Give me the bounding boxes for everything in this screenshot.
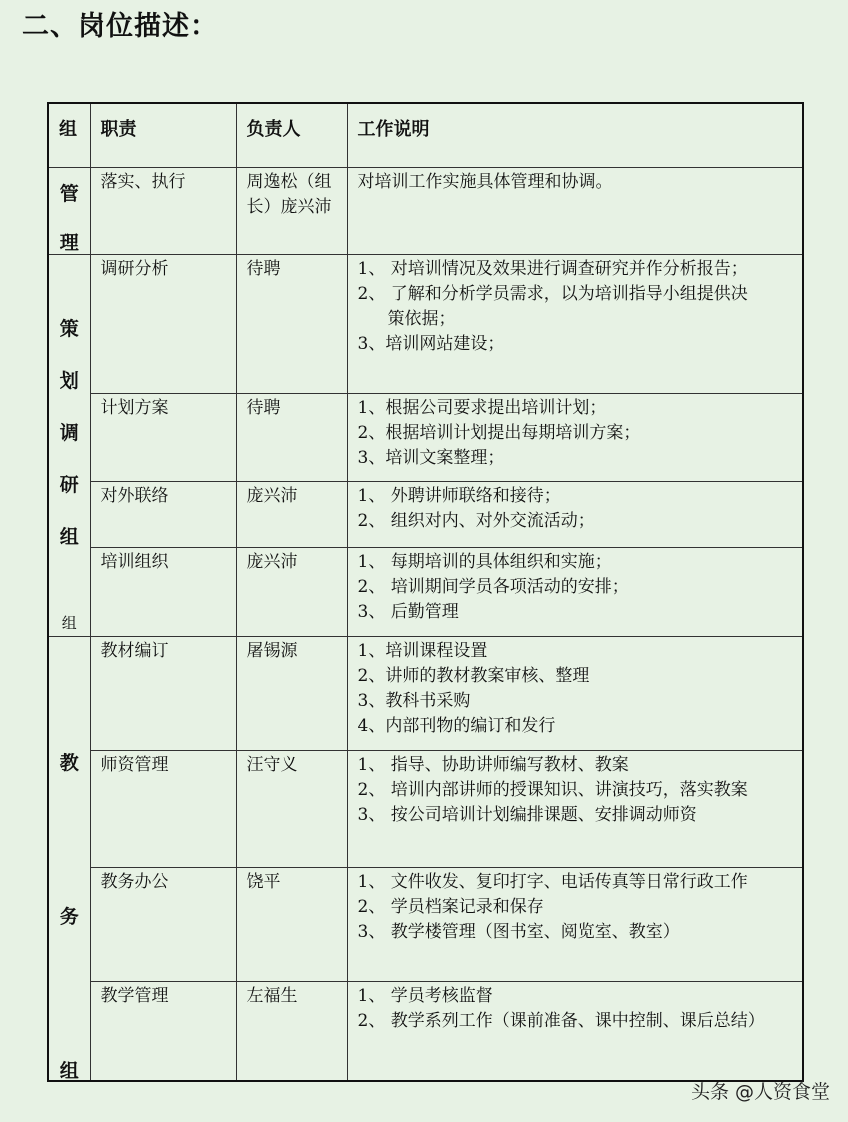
group-cell-academic	[48, 636, 90, 1081]
desc-line: 1、 外聘讲师联络和接待；	[357, 485, 561, 506]
person-cell: 汪守义	[236, 750, 347, 867]
desc-line: 3、培训网站建设；	[357, 333, 505, 354]
desc-line: 2、 培训期间学员各项活动的安排；	[357, 576, 629, 597]
desc-line: 2、 教学系列工作（课前准备、课中控制、课后总结）	[357, 1010, 765, 1031]
table-row	[48, 254, 803, 393]
group-char: 研	[59, 473, 79, 496]
person-cell: 周逸松（组长）庞兴沛	[236, 167, 347, 254]
desc-line: 对培训工作实施具体管理和协调。	[357, 171, 613, 192]
desc-cell	[347, 750, 803, 867]
desc-line: 2、根据培训计划提出每期培训方案；	[357, 422, 641, 443]
table-row	[48, 636, 803, 750]
desc-cell	[347, 867, 803, 981]
table-row	[48, 167, 803, 254]
desc-line: 3、 教学楼管理（图书室、阅览室、教室）	[357, 921, 680, 942]
group-char: 组	[59, 1059, 79, 1082]
desc-line: 2、 了解和分析学员需求，以为培训指导小组提供决	[357, 283, 748, 304]
person-cell: 饶平	[236, 867, 347, 981]
table-row	[48, 750, 803, 867]
desc-line: 2、 组织对内、对外交流活动；	[357, 510, 595, 531]
group-char: 策	[59, 317, 79, 340]
group-char: 务	[59, 905, 79, 928]
job-description-table	[47, 102, 804, 1082]
person-cell: 待聘	[236, 254, 347, 393]
header-duty: 职责	[90, 103, 236, 167]
desc-line: 2、 学员档案记录和保存	[357, 896, 544, 917]
desc-line: 1、 指导、协助讲师编写教材、教案	[357, 754, 629, 775]
duty-cell: 师资管理	[90, 750, 236, 867]
desc-cell	[347, 167, 803, 254]
group-char: 组	[59, 525, 79, 548]
group-char: 组	[61, 613, 77, 632]
table-row	[48, 867, 803, 981]
desc-line: 3、教科书采购	[357, 690, 471, 711]
desc-line: 1、 文件收发、复印打字、电话传真等日常行政工作	[357, 871, 748, 892]
group-char: 管	[59, 182, 79, 205]
group-char: 调	[59, 421, 79, 444]
duty-cell: 调研分析	[90, 254, 236, 393]
header-person: 负责人	[236, 103, 347, 167]
duty-cell: 教学管理	[90, 981, 236, 1081]
table-row	[48, 547, 803, 636]
desc-line: 3、 后勤管理	[357, 601, 459, 622]
section-heading: 二、岗位描述：	[22, 11, 218, 42]
desc-cell	[347, 981, 803, 1081]
desc-cell	[347, 481, 803, 547]
group-char: 理	[59, 231, 79, 254]
group-cell-management	[48, 167, 90, 254]
desc-cell	[347, 393, 803, 481]
desc-line: 3、 按公司培训计划编排课题、安排调动师资	[357, 804, 697, 825]
desc-line: 策依据；	[387, 308, 456, 329]
duty-cell: 教材编订	[90, 636, 236, 750]
header-desc: 工作说明	[347, 103, 803, 167]
group-char: 划	[59, 369, 79, 392]
duty-cell: 培训组织	[90, 547, 236, 636]
desc-line: 1、根据公司要求提出培训计划；	[357, 397, 607, 418]
desc-cell	[347, 636, 803, 750]
desc-line: 3、培训文案整理；	[357, 447, 505, 468]
person-cell: 庞兴沛	[236, 481, 347, 547]
table-row	[48, 393, 803, 481]
person-cell: 屠锡源	[236, 636, 347, 750]
person-cell: 待聘	[236, 393, 347, 481]
desc-line: 1、 学员考核监督	[357, 985, 493, 1006]
desc-line: 2、讲师的教材教案审核、整理	[357, 665, 590, 686]
person-cell: 左福生	[236, 981, 347, 1081]
table-header-row	[48, 103, 803, 167]
desc-line: 2、 培训内部讲师的授课知识、讲演技巧，落实教案	[357, 779, 748, 800]
duty-cell: 教务办公	[90, 867, 236, 981]
duty-cell: 对外联络	[90, 481, 236, 547]
person-cell: 庞兴沛	[236, 547, 347, 636]
duty-cell: 计划方案	[90, 393, 236, 481]
desc-line: 4、内部刊物的编订和发行	[357, 715, 556, 736]
desc-line: 1、 对培训情况及效果进行调查研究并作分析报告；	[357, 258, 748, 279]
group-char: 教	[59, 751, 79, 774]
table-row	[48, 981, 803, 1081]
desc-line: 1、 每期培训的具体组织和实施；	[357, 551, 612, 572]
watermark-text: 头条 @人资食堂	[690, 1081, 830, 1103]
duty-cell: 落实、执行	[90, 167, 236, 254]
desc-cell	[347, 254, 803, 393]
group-cell-planning	[48, 254, 90, 636]
desc-cell	[347, 547, 803, 636]
desc-line: 1、培训课程设置	[357, 640, 488, 661]
table-row	[48, 481, 803, 547]
header-group: 组	[48, 103, 90, 167]
